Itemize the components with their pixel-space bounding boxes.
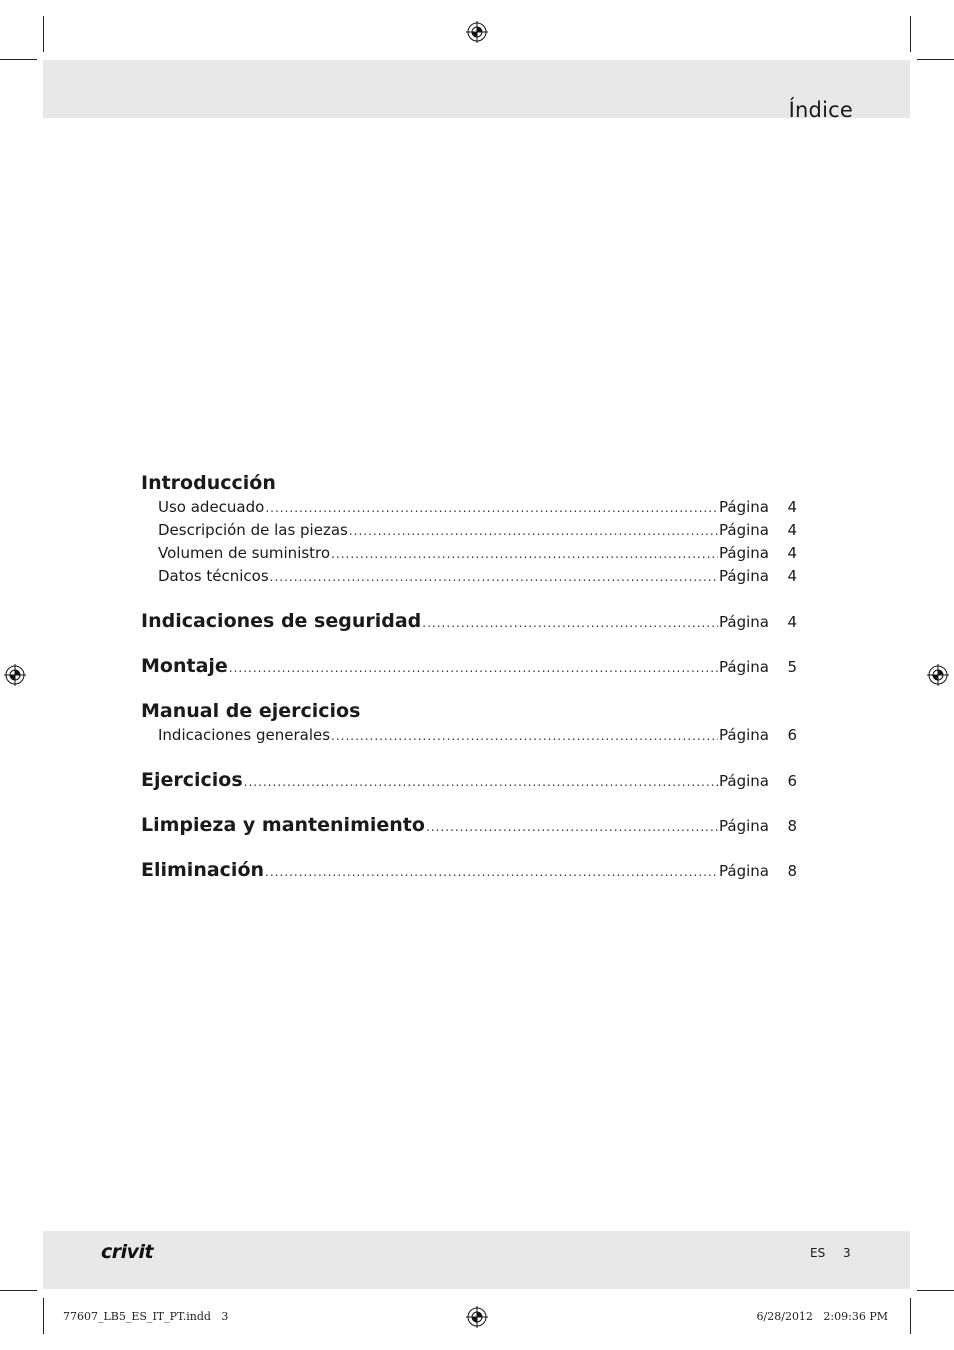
print-slug-date: 6/28/2012 2:09:36 PM [756,1310,888,1323]
header-band [43,60,910,123]
toc-entry-label: Indicaciones generales [158,726,331,744]
toc-section-entry[interactable] [141,857,797,883]
dot-leader [270,566,718,589]
footer-band [43,1231,910,1289]
page-word: Página [719,498,769,516]
dot-leader [422,610,718,636]
dot-leader [331,543,718,566]
toc-entry-label: Volumen de suministro [158,544,331,562]
registration-mark-icon [466,1306,488,1328]
toc-entry[interactable] [141,542,797,565]
crop-mark [43,16,44,52]
crop-mark [0,1290,37,1291]
crop-mark [910,1298,911,1334]
page-word: Página [719,613,769,631]
page-number: 5 [787,658,797,676]
table-of-contents [141,470,797,883]
footer-language: ES [810,1246,826,1260]
toc-entry-label: Uso adecuado [158,498,265,516]
page-word: Página [719,544,769,562]
registration-mark-icon [927,664,949,686]
dot-leader [265,497,718,520]
registration-mark-icon [466,21,488,43]
toc-section-entry[interactable] [141,608,797,634]
toc-section-entry[interactable] [141,653,797,679]
toc-section-heading: Ejercicios [141,769,243,791]
toc-section-entry[interactable] [141,812,797,838]
dot-leader [265,859,718,885]
crop-mark [0,59,37,60]
toc-section-entry[interactable] [141,767,797,793]
page-number: 4 [787,567,797,585]
crop-mark [917,59,954,60]
toc-section-heading[interactable]: Introducción [141,472,276,494]
toc-section-heading: Montaje [141,655,228,677]
page-number: 8 [787,862,797,880]
page-word: Página [719,567,769,585]
page-number: 4 [787,613,797,631]
brand-logo: crivit [101,1241,154,1263]
page-number: 4 [787,521,797,539]
page-number: 6 [787,726,797,744]
toc-entry[interactable] [141,565,797,588]
footer-page-number: 3 [843,1246,851,1260]
toc-entry[interactable] [141,496,797,519]
page-number: 6 [787,772,797,790]
crop-mark [43,1298,44,1334]
dot-leader [244,769,718,795]
page-number: 8 [787,817,797,835]
page-word: Página [719,862,769,880]
page-word: Página [719,726,769,744]
page-word: Página [719,521,769,539]
dot-leader [331,725,718,748]
page-word: Página [719,772,769,790]
toc-entry[interactable] [141,519,797,542]
toc-section-heading: Indicaciones de seguridad [141,610,422,632]
dot-leader [229,655,718,681]
page-number: 4 [787,498,797,516]
toc-section-heading[interactable]: Manual de ejercicios [141,700,361,722]
dot-leader [349,520,718,543]
crop-mark [910,16,911,52]
page-number: 4 [787,544,797,562]
toc-entry[interactable] [141,724,797,747]
crop-mark [917,1290,954,1291]
toc-section-heading: Eliminación [141,859,265,881]
toc-section-heading: Limpieza y mantenimiento [141,814,425,836]
page-word: Página [719,658,769,676]
page-word: Página [719,817,769,835]
page-title: Índice [788,98,853,123]
dot-leader [426,814,718,840]
toc-entry-label: Datos técnicos [158,567,269,585]
toc-entry-label: Descripción de las piezas [158,521,348,539]
print-slug-file: 77607_LB5_ES_IT_PT.indd 3 [63,1310,229,1323]
registration-mark-icon [4,664,26,686]
